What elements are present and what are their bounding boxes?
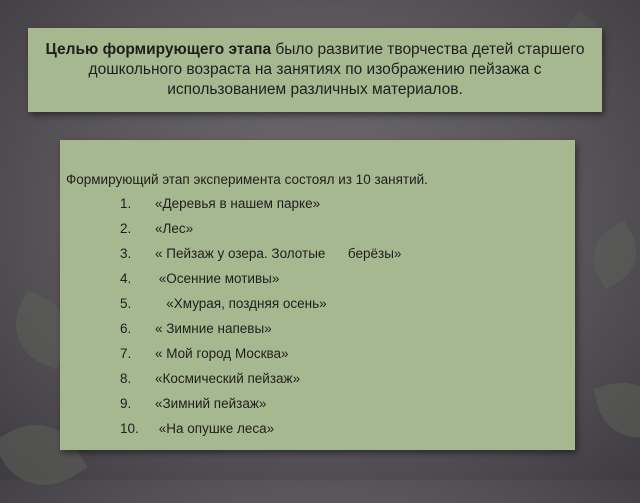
- item-text: «Осенние мотивы»: [155, 271, 280, 286]
- item-number: 3.: [120, 246, 132, 261]
- leaf-decoration: [593, 373, 640, 446]
- item-text: «Лес»: [155, 221, 194, 236]
- item-text: «Деревья в нашем парке»: [155, 196, 321, 211]
- item-number: 7.: [120, 346, 132, 361]
- list-item: [60, 369, 575, 394]
- item-text: «Космический пейзаж»: [155, 371, 301, 386]
- list-item: [60, 294, 575, 319]
- list-item: [60, 394, 575, 419]
- item-text: «Хмурая, поздняя осень»: [155, 296, 327, 311]
- item-text: «Зимний пейзаж»: [155, 396, 267, 411]
- slide-title: [42, 40, 588, 100]
- leaf-decoration: [581, 221, 640, 289]
- list-item: [60, 319, 575, 344]
- list-item: [60, 269, 575, 294]
- item-number: 6.: [120, 321, 132, 336]
- title-regular-text: было развитие творчества детей старшего дошкольного возраста на занятиях по изображению пейзажа с использованием различных материалов.: [88, 41, 585, 98]
- list-item: [60, 419, 575, 444]
- list-item: [60, 194, 575, 219]
- item-number: 2.: [120, 221, 132, 236]
- list-item: [60, 344, 575, 369]
- item-number: 8.: [120, 371, 132, 386]
- item-number: 5.: [120, 296, 132, 311]
- item-number: 4.: [120, 271, 132, 286]
- item-number: 1.: [120, 196, 132, 211]
- list-item: [60, 219, 575, 244]
- item-number: 10.: [120, 421, 139, 436]
- intro-text: Формирующий этап эксперимента состоял из 10 занятий.: [66, 172, 428, 187]
- item-text: « Мой город Москва»: [155, 346, 289, 361]
- item-number: 9.: [120, 396, 132, 411]
- item-text: « Пейзаж у озера. Золотые берёзы»: [155, 246, 402, 261]
- item-text: « Зимние напевы»: [155, 321, 272, 336]
- list-item: [60, 244, 575, 269]
- content-box: [60, 140, 575, 450]
- title-box: [28, 28, 602, 112]
- title-bold-text: Целью формирующего этапа: [45, 41, 272, 58]
- lesson-list: [60, 194, 575, 444]
- item-text: «На опушке леса»: [155, 421, 275, 436]
